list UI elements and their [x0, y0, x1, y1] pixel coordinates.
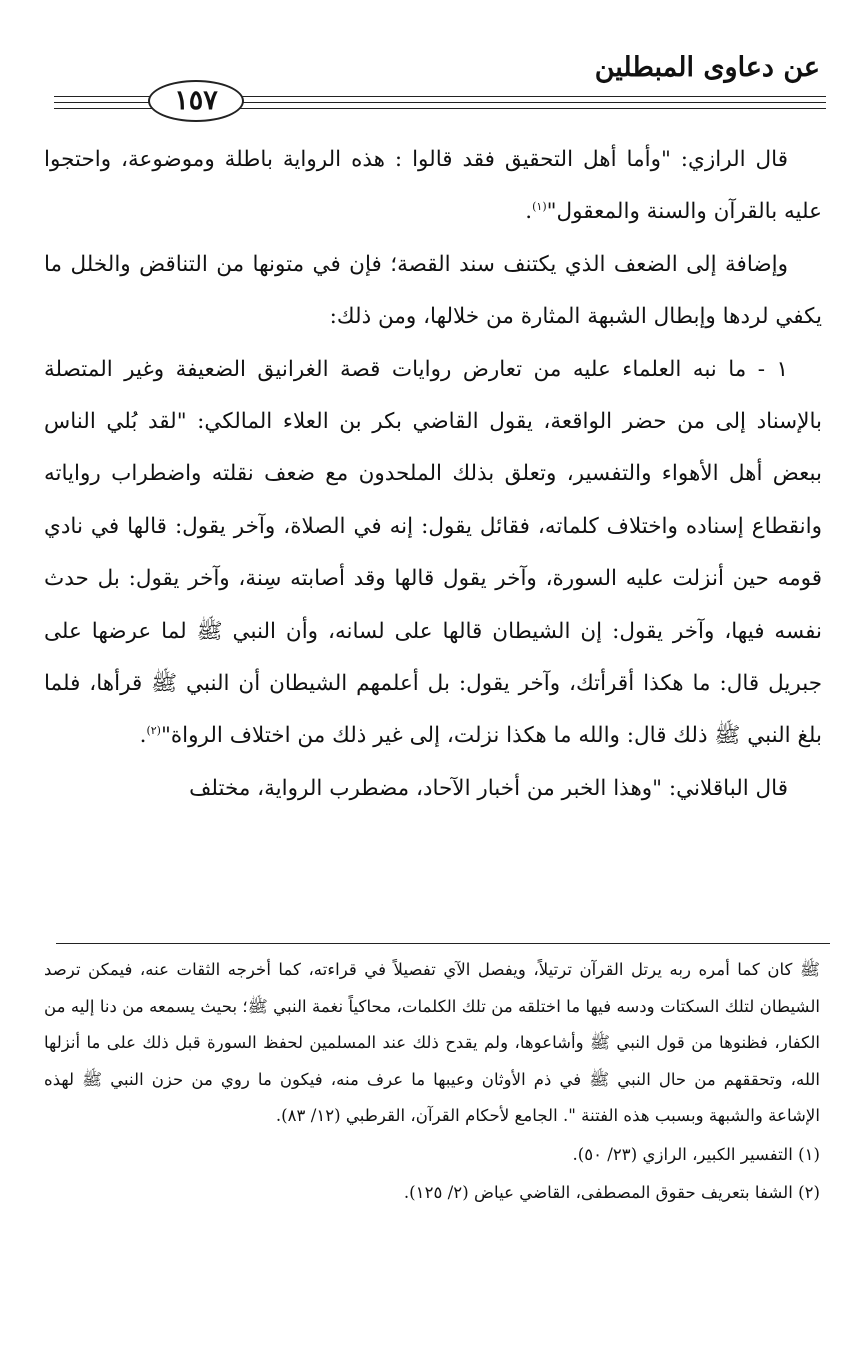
running-header-title: عن دعاوى المبطلين [594, 52, 820, 83]
paragraph-text: ١ - ما نبه العلماء عليه من تعارض روايات قصة الغرانيق الضعيفة وغير المتصلة بالإسناد إلى من حضر الواقعة، يقول القاضي بكر بن العلاء المالكي: "لقد بُلي الناس ببعض أهل الأهواء والتفسير، وتعلق بذلك الملحدون مع ضعف نقلته واضطراب رواياته وانقطاع إسناده واختلاف كلماته، فقائل يقول: إنه في الصلاة، وآخر يقول: قالها في نادي قومه حين أنزلت عليه السورة، وآخر يقول قالها وقد أصابته سِنة، وآخر يقول: بل حدث نفسه فيها، وآخر يقول: إن الشيطان قالها على لسانه، وأن النبي ﷺ لما عرضها على جبريل قال: ما هكذا أقرأتك، وآخر يقول: بل أعلمهم الشيطان أن النبي ﷺ قرأها، فلما بلغ النبي ﷺ ذلك قال: والله ما هكذا نزلت، إلى غير ذلك من اختلاف الرواة" [44, 356, 822, 749]
paragraph-text: قال الرازي: "وأما أهل التحقيق فقد قالوا : هذه الرواية باطلة وموضوعة، واحتجوا عليه بالقرآن والسنة والمعقول" [44, 147, 822, 225]
footnote-separator [56, 943, 830, 944]
paragraph-end: . [139, 723, 147, 749]
footnote-1: (١) التفسير الكبير، الرازي (٢٣/ ٥٠). [572, 1144, 820, 1164]
paragraph-baqillani-quote: قال الباقلاني: "وهذا الخبر من أخبار الآحاد، مضطرب الرواية، مختلف [189, 775, 788, 801]
footnote-ref-2: (٢) [146, 724, 161, 738]
footnote-continuation: ﷺ كان كما أمره ربه يرتل القرآن ترتيلاً، ويفصل الآي تفصيلاً في قراءته، كما أخرجه الثقات عنه، فيمكن ترصد الشيطان لتلك السكتات ودسه فيها ما اختلقه من تلك الكلمات، محاكياً نغمة النبي ﷺ؛ بحيث يسمعه من دنا إليه من الكفار، فظنوها من قول النبي ﷺ وأشاعوها، ولم يقدح ذلك عند المسلمين لحفظ السورة قبل ذلك على ما أنزلها الله، وتحققهم من حال النبي ﷺ في ذم الأوثان وعيبها ما عرف منه، فيكون ما روي من حزن النبي ﷺ لهذه الإشاعة والشبهة وبسبب هذه الفتنة ". الجامع لأحكام القرآن، القرطبي (١٢/ ٨٣). [44, 960, 820, 1125]
footnote-2: (٢) الشفا بتعريف حقوق المصطفى، القاضي عياض (٢/ ١٢٥). [403, 1183, 820, 1202]
paragraph-end: . [525, 199, 533, 225]
paragraph-razi-quote [44, 134, 822, 239]
main-text [44, 134, 822, 815]
footnote-ref-1: (١) [532, 200, 547, 214]
footnotes [44, 952, 820, 1212]
paragraph-contradictions: وإضافة إلى الضعف الذي يكتنف سند القصة؛ فإن في متونها من التناقض والخلل ما يكفي لردها وإبطال الشبهة المثارة من خلالها، ومن ذلك: [44, 251, 822, 330]
page-number: ١٥٧ [148, 80, 244, 122]
paragraph-point-one [44, 344, 822, 763]
